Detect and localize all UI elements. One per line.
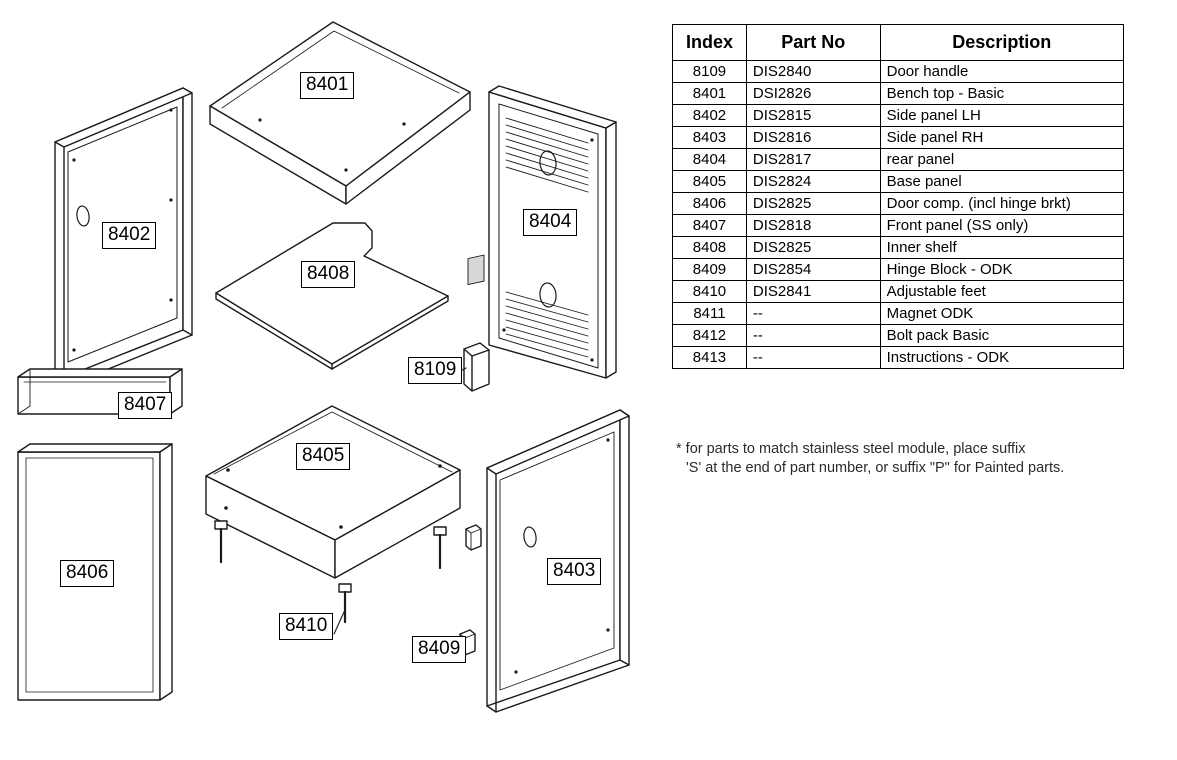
callout-8403: 8403 <box>547 558 601 585</box>
cell-index: 8409 <box>673 259 747 281</box>
callout-8404: 8404 <box>523 209 577 236</box>
column-header-part-no: Part No <box>746 25 880 61</box>
cell-part-no: -- <box>746 325 880 347</box>
table-row <box>673 325 1124 347</box>
cell-index: 8413 <box>673 347 747 369</box>
table-row <box>673 61 1124 83</box>
cell-part-no: DIS2841 <box>746 281 880 303</box>
cell-description: Bolt pack Basic <box>880 325 1123 347</box>
cell-part-no: -- <box>746 347 880 369</box>
cell-description: Instructions - ODK <box>880 347 1123 369</box>
cell-description: Hinge Block - ODK <box>880 259 1123 281</box>
parts-table <box>672 24 1124 369</box>
parts-table-body <box>673 61 1124 369</box>
table-row <box>673 347 1124 369</box>
cell-index: 8405 <box>673 171 747 193</box>
cell-part-no: DIS2854 <box>746 259 880 281</box>
table-row <box>673 127 1124 149</box>
cell-part-no: DIS2824 <box>746 171 880 193</box>
cell-description: Door handle <box>880 61 1123 83</box>
callout-8408: 8408 <box>301 261 355 288</box>
cell-index: 8402 <box>673 105 747 127</box>
cell-index: 8406 <box>673 193 747 215</box>
cell-part-no: DIS2840 <box>746 61 880 83</box>
table-row <box>673 259 1124 281</box>
callout-8402: 8402 <box>102 222 156 249</box>
table-row <box>673 171 1124 193</box>
cell-index: 8407 <box>673 215 747 237</box>
table-row <box>673 281 1124 303</box>
cell-description: Magnet ODK <box>880 303 1123 325</box>
table-row <box>673 83 1124 105</box>
cell-description: rear panel <box>880 149 1123 171</box>
column-header-description: Description <box>880 25 1123 61</box>
table-row <box>673 303 1124 325</box>
cell-description: Door comp. (incl hinge brkt) <box>880 193 1123 215</box>
table-row <box>673 215 1124 237</box>
callout-8406: 8406 <box>60 560 114 587</box>
part-8401-bench-top <box>210 22 470 204</box>
callout-8407: 8407 <box>118 392 172 419</box>
cell-description: Base panel <box>880 171 1123 193</box>
cell-index: 8109 <box>673 61 747 83</box>
cell-description: Side panel RH <box>880 127 1123 149</box>
footnote-line-2: 'S' at the end of part number, or suffix "P" for Painted parts. <box>686 460 1065 476</box>
cell-description: Inner shelf <box>880 237 1123 259</box>
cell-index: 8412 <box>673 325 747 347</box>
cell-index: 8410 <box>673 281 747 303</box>
cell-part-no: -- <box>746 303 880 325</box>
cell-index: 8404 <box>673 149 747 171</box>
table-row <box>673 193 1124 215</box>
cell-part-no: DIS2825 <box>746 193 880 215</box>
cell-part-no: DSI2826 <box>746 83 880 105</box>
parts-table-container <box>672 24 1124 369</box>
cell-index: 8403 <box>673 127 747 149</box>
cell-description: Front panel (SS only) <box>880 215 1123 237</box>
column-header-index: Index <box>673 25 747 61</box>
callout-8405: 8405 <box>296 443 350 470</box>
table-row <box>673 149 1124 171</box>
table-footnote <box>676 440 1176 478</box>
cell-description: Bench top - Basic <box>880 83 1123 105</box>
table-row <box>673 105 1124 127</box>
cell-part-no: DIS2818 <box>746 215 880 237</box>
callout-8409: 8409 <box>412 636 466 663</box>
cell-part-no: DIS2817 <box>746 149 880 171</box>
part-8405-base-panel <box>206 406 460 578</box>
cell-part-no: DIS2815 <box>746 105 880 127</box>
table-header-row <box>673 25 1124 61</box>
cell-index: 8411 <box>673 303 747 325</box>
callout-8401: 8401 <box>300 72 354 99</box>
part-8109-door-handle <box>464 255 489 391</box>
table-row <box>673 237 1124 259</box>
cell-part-no: DIS2825 <box>746 237 880 259</box>
callout-8109: 8109 <box>408 357 462 384</box>
cell-index: 8408 <box>673 237 747 259</box>
cell-index: 8401 <box>673 83 747 105</box>
footnote-line-1: * for parts to match stainless steel module, place suffix <box>676 441 1026 457</box>
cell-description: Adjustable feet <box>880 281 1123 303</box>
cell-part-no: DIS2816 <box>746 127 880 149</box>
callout-8410: 8410 <box>279 613 333 640</box>
cell-description: Side panel LH <box>880 105 1123 127</box>
part-8408-inner-shelf <box>216 223 448 369</box>
